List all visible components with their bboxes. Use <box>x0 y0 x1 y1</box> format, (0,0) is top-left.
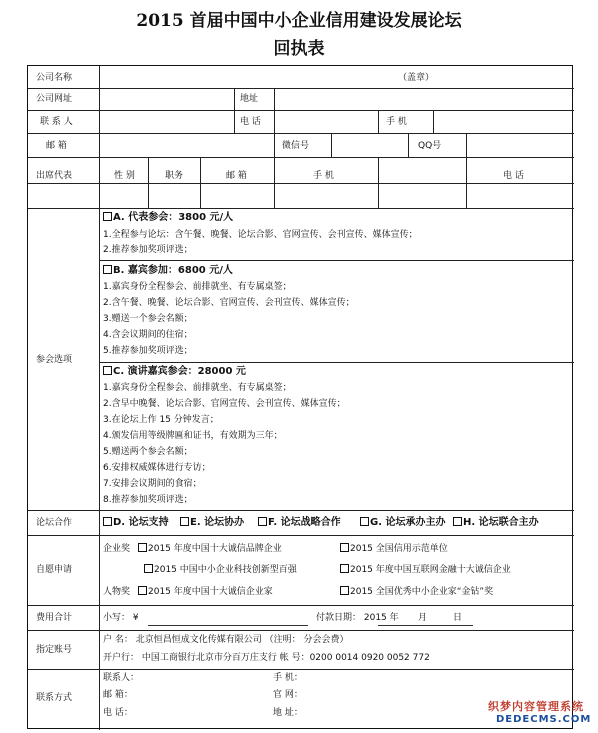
contact-address: 地 址： <box>273 708 303 718</box>
page-title: 2015 首届中国中小企业信用建设发展论坛 <box>136 11 462 31</box>
option-c-item: 6.安排权威媒体进行专访； <box>103 463 211 473</box>
option-c-item: 8.推荐参加奖项评选； <box>103 495 193 505</box>
watermark-domain: DEDECMS.COM <box>496 714 592 725</box>
option-b-item: 3.赠送一个参会名额； <box>103 314 193 324</box>
label-qq: QQ号 <box>418 141 442 151</box>
col-mobile: 手 机 <box>313 171 334 181</box>
award-checkbox[interactable] <box>340 586 349 595</box>
option-a-title[interactable]: A. 代表参会：3800 元/人 <box>103 212 233 224</box>
coop-option-f[interactable]: F. 论坛战略合作 <box>258 517 341 529</box>
account-bank-line: 开户行： 中国工商银行北京市分百万庄支行 帐 号：0200 0014 0920 0052 772 <box>103 653 430 663</box>
fee-pay-date: 付款日期： 2015 年 <box>316 613 399 623</box>
col-gender: 性 别 <box>114 171 135 181</box>
option-b-item: 5.推荐参加奖项评选； <box>103 346 193 356</box>
label-company-site: 公司网址 <box>36 94 73 104</box>
col-phone: 电 话 <box>503 171 524 181</box>
award-checkbox[interactable] <box>144 564 153 573</box>
coop-f-checkbox[interactable] <box>258 517 267 526</box>
coop-option-e[interactable]: E. 论坛协办 <box>180 517 244 529</box>
option-c-item: 7.安排会议期间的食宿； <box>103 479 202 489</box>
fee-amount-line[interactable] <box>148 625 308 626</box>
award-item[interactable]: 2015 全国信用示范单位 <box>340 543 448 555</box>
account-name-line: 户 名： 北京恒昌恒成文化传媒有限公司 （注明： 分会会费） <box>103 635 349 645</box>
coop-option-g[interactable]: G. 论坛承办主办 <box>360 517 446 529</box>
award-item[interactable]: 2015 年度中国十大诚信企业家 <box>138 586 273 598</box>
option-c-item: 1.嘉宾身份全程参会、前排就坐、有专属桌签； <box>103 383 292 393</box>
option-c-item: 4.颁发信用等级牌匾和证书，有效期为三年； <box>103 431 283 441</box>
option-a-checkbox[interactable] <box>103 212 112 221</box>
contact-person: 联系人： <box>103 673 140 683</box>
label-self-apply: 自愿申请 <box>36 565 73 575</box>
label-phone: 电 话 <box>240 117 261 127</box>
label-contact-block: 联系方式 <box>36 693 73 703</box>
coop-d-checkbox[interactable] <box>103 517 112 526</box>
label-delegate: 出席代表 <box>36 171 73 181</box>
fee-small: 小写： ¥ <box>103 613 139 623</box>
label-account: 指定账号 <box>36 645 73 655</box>
label-cooperation: 论坛合作 <box>36 518 73 528</box>
award-item[interactable]: 2015 全国优秀中小企业家“金钻”奖 <box>340 586 493 598</box>
col-position: 职务 <box>165 171 184 181</box>
label-wechat: 微信号 <box>282 141 310 151</box>
fee-date-line[interactable] <box>378 625 473 626</box>
contact-phone: 电 话： <box>103 708 133 718</box>
option-b-item: 4.含会议期间的住宿； <box>103 330 193 340</box>
label-contact: 联 系 人 <box>40 117 73 127</box>
label-fee: 费用合计 <box>36 613 73 623</box>
page-subtitle: 回执表 <box>273 39 325 59</box>
receipt-table <box>27 65 573 729</box>
coop-g-checkbox[interactable] <box>360 517 369 526</box>
award-checkbox[interactable] <box>340 564 349 573</box>
label-postcode: 邮 箱 <box>46 141 67 151</box>
award-enterprise-label: 企业奖 <box>103 544 131 554</box>
option-b-checkbox[interactable] <box>103 265 112 274</box>
label-address: 地址 <box>240 94 259 104</box>
col-email: 邮 箱 <box>226 171 247 181</box>
contact-email: 邮 箱： <box>103 690 133 700</box>
option-b-item: 2.含午餐、晚餐、论坛合影、官网宣传、会刊宣传、媒体宣传； <box>103 298 355 308</box>
option-c-item: 2.含早中晚餐、论坛合影、官网宣传、会刊宣传、媒体宣传； <box>103 399 346 409</box>
seal-hint: （盖章） <box>398 73 435 83</box>
award-item[interactable]: 2015 年度中国互联网金融十大诚信企业 <box>340 564 511 576</box>
award-item[interactable]: 2015 中国中小企业科技创新型百强 <box>144 564 297 576</box>
award-checkbox[interactable] <box>138 586 147 595</box>
award-checkbox[interactable] <box>138 543 147 552</box>
contact-site: 官 网： <box>273 690 303 700</box>
option-a-item: 2.推荐参加奖项评选； <box>103 245 193 255</box>
coop-e-checkbox[interactable] <box>180 517 189 526</box>
option-a-item: 1.全程参与论坛：含午餐、晚餐、论坛合影、官网宣传、会刊宣传、媒体宣传； <box>103 230 418 240</box>
option-c-item: 3.在论坛上作 15 分钟发言； <box>103 415 219 425</box>
award-checkbox[interactable] <box>340 543 349 552</box>
label-options: 参会选项 <box>36 355 73 365</box>
option-b-title[interactable]: B. 嘉宾参加：6800 元/人 <box>103 265 233 277</box>
fee-month: 月 <box>418 613 428 623</box>
label-company-name: 公司名称 <box>36 73 73 83</box>
option-c-title[interactable]: C. 演讲嘉宾参会：28000 元 <box>103 366 246 378</box>
option-b-item: 1.嘉宾身份全程参会、前排就坐、有专属桌签； <box>103 282 292 292</box>
watermark-text: 织梦内容管理系统 <box>488 700 584 713</box>
coop-h-checkbox[interactable] <box>453 517 462 526</box>
contact-mobile: 手 机： <box>273 673 303 683</box>
option-c-checkbox[interactable] <box>103 366 112 375</box>
label-mobile: 手 机 <box>386 117 407 127</box>
coop-option-h[interactable]: H. 论坛联合主办 <box>453 517 539 529</box>
coop-option-d[interactable]: D. 论坛支持 <box>103 517 169 529</box>
fee-day: 日 <box>453 613 463 623</box>
award-item[interactable]: 2015 年度中国十大诚信品牌企业 <box>138 543 282 555</box>
option-c-item: 5.赠送两个参会名额； <box>103 447 193 457</box>
award-person-label: 人物奖 <box>103 587 131 597</box>
